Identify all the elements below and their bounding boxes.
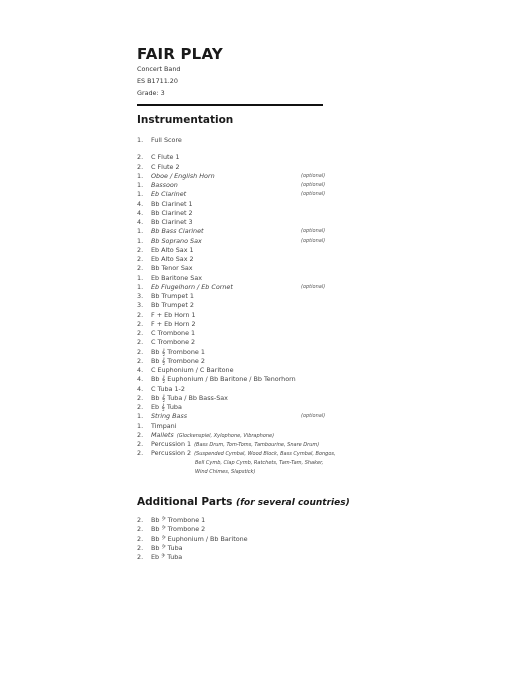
instrument-name — [151, 200, 193, 209]
instrument-name-text: Timpani — [151, 421, 177, 430]
instrument-name — [151, 283, 233, 292]
part-count: 2. — [137, 516, 144, 524]
part-count: 3. — [137, 301, 144, 310]
optional-tag: (optional) — [301, 283, 326, 290]
instrument-name — [151, 163, 180, 172]
instrument-name-text: Bb Clarinet 3 — [151, 218, 193, 226]
part-count: 4. — [137, 384, 144, 393]
instrument-name-text: String Bass — [151, 412, 188, 421]
instrument-name-text: Oboe / English Horn — [151, 171, 215, 180]
part-count: 1. — [137, 236, 144, 245]
part-count: 2. — [137, 403, 144, 411]
instrument-name-text: Bb 𝄞 Euphonium / Bb Baritone / Bb Tenorhorn — [151, 375, 296, 384]
instrument-name-text: F + Eb Horn 1 — [151, 310, 196, 319]
part-count: 2. — [137, 310, 144, 319]
grade-level: Grade: 3 — [137, 89, 165, 97]
instrument-note-continued: Wind Chimes, Slapstick) — [195, 468, 256, 475]
part-count: 2. — [137, 329, 144, 337]
instrument-name — [151, 375, 296, 384]
instrument-name-text: Bb Clarinet 1 — [151, 199, 193, 208]
part-count: 2. — [137, 153, 144, 162]
part-count: 2. — [137, 543, 144, 552]
instrument-name — [151, 218, 193, 227]
instrument-name — [151, 172, 215, 181]
instrument-name-text: Bb Trumpet 2 — [151, 301, 194, 310]
instrument-name — [151, 329, 195, 338]
instrument-name-text: C Flute 1 — [151, 153, 180, 162]
instrument-name — [151, 422, 177, 431]
instrument-name-text: Bb 𝄢 Trombone 2 — [151, 525, 206, 534]
instrument-name — [151, 385, 185, 394]
optional-tag: (optional) — [301, 172, 326, 179]
instrument-name — [151, 227, 204, 236]
part-count: 1. — [137, 412, 144, 421]
instrument-name-text: Bb 𝄞 Trombone 2 — [151, 356, 205, 365]
part-count: 4. — [137, 366, 144, 374]
part-count: 2. — [137, 162, 144, 171]
instrument-name-text: C Trombone 1 — [151, 329, 196, 337]
part-count: 2. — [137, 338, 144, 347]
instrument-name-text: Percussion 1 — [151, 440, 192, 448]
part-count: 3. — [137, 292, 144, 300]
instrument-name-text: Eb Clarinet — [151, 190, 187, 199]
instrument-name — [151, 412, 187, 421]
instrument-name — [151, 366, 234, 375]
part-count: 2. — [137, 393, 144, 402]
instrument-name-text: Bassoon — [151, 181, 178, 189]
additional-parts-heading — [137, 496, 350, 508]
instrument-name — [151, 516, 205, 525]
instrument-name-text: Bb Trumpet 1 — [151, 292, 194, 300]
instrument-name-text: Bb 𝄢 Tuba — [151, 543, 183, 552]
instrument-name — [151, 544, 183, 553]
instrument-name — [151, 209, 193, 218]
catalog-code: ES B1711.20 — [137, 77, 178, 85]
instrument-name — [151, 320, 196, 329]
instrument-name-text: Mallets — [151, 430, 174, 439]
instrument-name — [151, 181, 178, 190]
instrument-name-text: Bb Bass Clarinet — [151, 227, 204, 236]
instrument-name-text: Eb Alto Sax 2 — [151, 255, 194, 263]
instrumentation-heading: Instrumentation — [137, 114, 234, 126]
instrument-name — [151, 338, 195, 347]
instrument-name — [151, 525, 205, 534]
instrument-note: (Suspended Cymbal, Wood Block, Bass Cymbal, Bongos, — [194, 451, 336, 458]
part-count: 1. — [137, 181, 144, 189]
instrument-name — [151, 357, 205, 366]
part-count: 1. — [137, 227, 144, 236]
part-count: 1. — [137, 282, 144, 291]
optional-tag: (optional) — [301, 191, 326, 198]
instrument-name-text: Bb Tenor Sax — [151, 264, 193, 273]
instrument-name — [151, 264, 193, 273]
part-count: 2. — [137, 245, 144, 254]
instrument-name-text: Eb Baritone Sax — [151, 273, 203, 282]
instrument-name — [151, 190, 186, 199]
instrument-name-text: Bb Soprano Sax — [151, 236, 202, 245]
instrument-note-continued: Bell Cymb, Clap Cymb, Ratchets, Tam-Tam, Shaker, — [195, 459, 324, 466]
part-count: 4. — [137, 208, 144, 217]
instrument-name — [151, 274, 202, 283]
ensemble-type: Concert Band — [137, 65, 181, 73]
part-count: 4. — [137, 218, 144, 226]
instrument-name-text: Eb Alto Sax 1 — [151, 245, 194, 254]
instrument-name — [151, 153, 180, 162]
part-count: 2. — [137, 264, 144, 273]
instrument-name-text: Eb Flugelhorn / Eb Cornet — [151, 282, 233, 291]
instrument-name — [151, 292, 194, 301]
instrument-name — [151, 246, 194, 255]
part-count: 2. — [137, 440, 144, 448]
instrument-name — [151, 394, 228, 403]
part-count: 2. — [137, 430, 144, 439]
instrument-name-text: Bb Clarinet 2 — [151, 208, 193, 217]
instrument-name-text: C Tuba 1-2 — [151, 384, 185, 393]
part-count: 2. — [137, 255, 144, 263]
instrument-name — [151, 553, 182, 562]
part-count: 1. — [137, 136, 144, 144]
instrument-name-text: Eb 𝄢 Tuba — [151, 553, 183, 561]
instrument-name-text: Full Score — [151, 136, 182, 144]
optional-tag: (optional) — [301, 413, 326, 420]
instrument-name — [151, 403, 182, 412]
instrument-name-text: C Euphonium / C Baritone — [151, 366, 234, 374]
instrument-name — [151, 348, 205, 357]
instrument-name — [151, 311, 196, 320]
additional-parts-note: (for several countries) — [236, 498, 350, 508]
instrument-name — [151, 237, 202, 246]
part-count: 2. — [137, 553, 144, 561]
part-count: 1. — [137, 190, 144, 199]
instrument-name-text: Bb 𝄞 Trombone 1 — [151, 347, 205, 356]
part-count: 1. — [137, 421, 144, 430]
part-count: 2. — [137, 356, 144, 365]
document-title: FAIR PLAY — [137, 45, 223, 63]
instrument-name — [151, 136, 182, 145]
header-divider — [137, 104, 323, 106]
instrument-name-text: Bb 𝄢 Trombone 1 — [151, 516, 206, 524]
part-count: 1. — [137, 171, 144, 180]
part-count: 4. — [137, 375, 144, 384]
instrument-name-text: F + Eb Horn 2 — [151, 319, 196, 328]
part-count: 1. — [137, 273, 144, 282]
instrument-name-text: Bb 𝄢 Euphonium / Bb Baritone — [151, 534, 248, 543]
part-count: 2. — [137, 347, 144, 356]
part-count: 4. — [137, 199, 144, 208]
optional-tag: (optional) — [301, 182, 326, 188]
instrument-note: (Bass Drum, Tom-Toms, Tambourine, Snare Drum) — [194, 442, 320, 448]
optional-tag: (optional) — [301, 237, 326, 244]
instrument-name-text: C Trombone 2 — [151, 338, 196, 347]
additional-parts-title: Additional Parts — [137, 496, 233, 508]
instrument-name — [151, 255, 194, 264]
optional-tag: (optional) — [301, 228, 326, 235]
part-count: 2. — [137, 525, 144, 534]
part-count: 2. — [137, 534, 144, 543]
part-count: 2. — [137, 449, 144, 458]
instrument-name — [151, 535, 248, 544]
instrument-name-text: C Flute 2 — [151, 162, 180, 171]
instrument-name-text: Eb 𝄞 Tuba — [151, 403, 182, 411]
instrument-note: (Glockenspiel, Xylophone, Vibraphone) — [176, 432, 275, 439]
instrument-name-text: Percussion 2 — [151, 449, 192, 458]
instrument-name — [151, 301, 194, 310]
instrument-name-text: Bb 𝄞 Tuba / Bb Bass-Sax — [151, 393, 228, 402]
part-count: 2. — [137, 319, 144, 328]
